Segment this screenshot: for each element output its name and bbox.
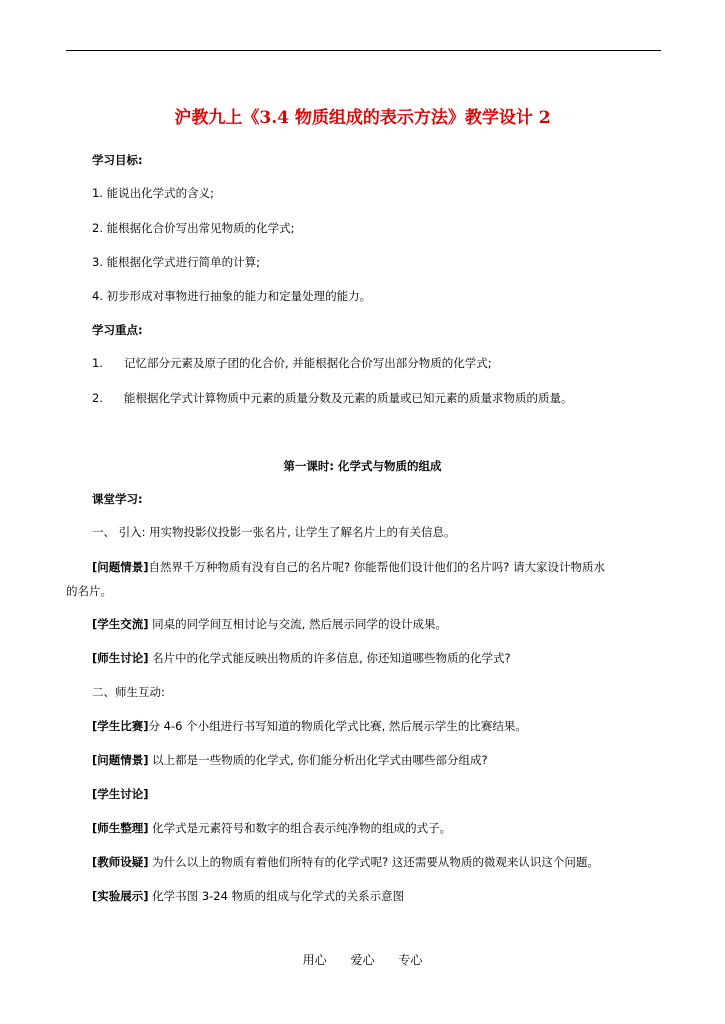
key-points-heading: 学习重点: [92, 323, 143, 337]
paragraph-tag: [实验展示] [92, 889, 149, 903]
key-point-number: 1. [92, 356, 103, 370]
paragraph-tag: [学生交流] [92, 617, 149, 631]
paragraph [92, 718, 527, 734]
paragraph-text: 自然界千万种物质有没有自己的名片呢? 你能帮他们设计他们的名片吗? 请大家设计物质水 [148, 560, 606, 574]
paragraph-tag: [师生讨论] [92, 651, 149, 665]
page-footer [0, 951, 725, 968]
paragraph [92, 559, 605, 575]
paragraph-tag: [教师设疑] [92, 855, 149, 869]
key-point-number: 2. [92, 391, 103, 405]
paragraph [92, 752, 488, 768]
paragraph [92, 650, 511, 666]
section-heading: 二、师生互动: [92, 685, 165, 699]
paragraph-text: 名片中的化学式能反映出物质的许多信息, 你还知道哪些物质的化学式? [148, 651, 511, 665]
key-point-item [92, 355, 492, 371]
key-point-text: 记忆部分元素及原子团的化合价, 并能根据化合价写出部分物质的化学式; [124, 356, 492, 370]
paragraph-tag: [问题情景] [92, 560, 149, 574]
header-rule [66, 50, 661, 51]
document-title: 沪教九上《3.4 物质组成的表示方法》教学设计 2 [174, 108, 551, 128]
paragraph [92, 616, 447, 632]
objective-item: 1. 能说出化学式的含义; [92, 186, 215, 200]
objective-item: 4. 初步形成对事物进行抽象的能力和定量处理的能力。 [92, 289, 372, 303]
key-point-item [92, 390, 573, 406]
objective-item: 2. 能根据化合价写出常见物质的化学式; [92, 221, 295, 235]
paragraph-text: 为什么以上的物质有着他们所特有的化学式呢? 这还需要从物质的微观来认识这个问题。 [148, 855, 599, 869]
paragraph-text: 化学书图 3-24 物质的组成与化学式的关系示意图 [148, 889, 405, 903]
footer-word: 用心 [302, 953, 327, 967]
paragraph [92, 888, 404, 904]
paragraph-text: 分 4-6 个小组进行书写知道的物质化学式比赛, 然后展示学生的比赛结果。 [148, 719, 527, 733]
objective-item: 3. 能根据化学式进行简单的计算; [92, 255, 261, 269]
paragraph-tag: [师生整理] [92, 821, 149, 835]
intro-paragraph: 一、 引入: 用实物投影仪投影一张名片, 让学生了解名片上的有关信息。 [92, 525, 456, 539]
paragraph [92, 786, 149, 802]
objectives-heading: 学习目标: [92, 153, 143, 167]
lesson-subtitle: 第一课时: 化学式与物质的组成 [283, 459, 442, 473]
footer-word: 爱心 [350, 953, 375, 967]
footer-word: 专心 [398, 953, 423, 967]
paragraph [92, 854, 599, 870]
paragraph-tag: [学生讨论] [92, 787, 149, 801]
key-point-text: 能根据化学式计算物质中元素的质量分数及元素的质量或已知元素的质量求物质的质量。 [124, 391, 573, 405]
paragraph-continuation: 的名片。 [66, 584, 112, 598]
paragraph [92, 820, 451, 836]
paragraph-text: 化学式是元素符号和数字的组合表示纯净物的组成的式子。 [148, 821, 452, 835]
paragraph-text: 以上都是一些物质的化学式, 你们能分析出化学式由哪些部分组成? [148, 753, 488, 767]
paragraph-tag: [问题情景] [92, 753, 149, 767]
lesson-heading: 课堂学习: [92, 492, 143, 506]
paragraph-text: 同桌的同学间互相讨论与交流, 然后展示同学的设计成果。 [148, 617, 447, 631]
paragraph-tag: [学生比赛] [92, 719, 149, 733]
